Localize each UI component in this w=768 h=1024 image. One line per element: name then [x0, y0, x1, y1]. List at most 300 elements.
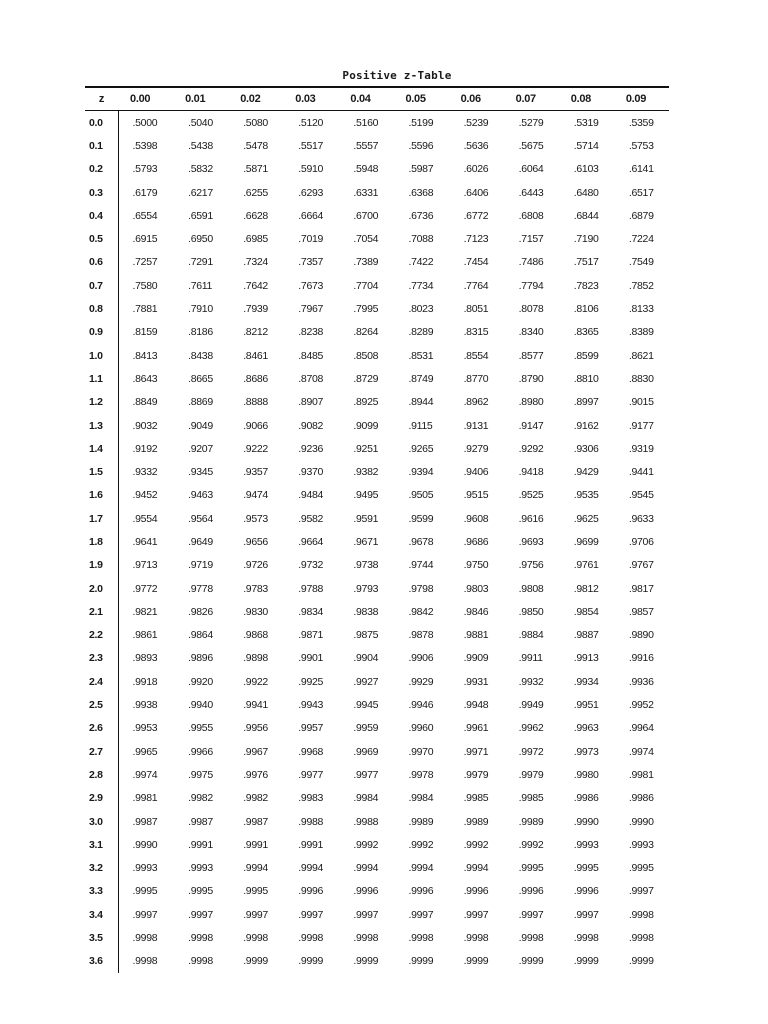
table-cell: .8186 — [188, 326, 213, 339]
table-cell: .6331 — [353, 186, 379, 199]
table-cell: .9772 — [132, 582, 158, 595]
table-cell: .9996 — [353, 885, 379, 898]
table-cell: .9049 — [188, 419, 213, 432]
table-cell: .9664 — [298, 535, 324, 548]
table-cell: .9925 — [298, 675, 324, 688]
row-z-label: 3.6 — [85, 950, 118, 973]
table-row — [85, 321, 669, 344]
table-cell: .9881 — [463, 629, 489, 642]
table-cell: .7823 — [573, 279, 599, 292]
table-cell: .9564 — [188, 512, 213, 525]
table-row — [85, 740, 669, 763]
table-cell: .9429 — [573, 466, 599, 479]
row-z-label: 1.5 — [85, 460, 118, 483]
table-cell: .6217 — [188, 186, 213, 199]
table-row — [85, 414, 669, 437]
table-cell: .7486 — [518, 256, 544, 269]
table-cell: .9995 — [132, 885, 158, 898]
table-cell: .9995 — [188, 885, 213, 898]
column-header-z: z — [98, 93, 105, 105]
table-cell: .9838 — [353, 605, 379, 618]
table-cell: .9997 — [298, 908, 324, 921]
table-cell: .6406 — [463, 186, 489, 199]
table-cell: .9997 — [463, 908, 489, 921]
table-cell: .7324 — [243, 256, 268, 269]
table-cell: .6554 — [132, 209, 158, 222]
table-cell: .9909 — [463, 652, 489, 665]
table-cell: .6844 — [573, 209, 599, 222]
table-cell: .9989 — [463, 815, 489, 828]
table-cell: .9345 — [188, 466, 213, 479]
row-z-label: 0.9 — [85, 321, 118, 344]
table-cell: .9988 — [353, 815, 379, 828]
table-cell: .5948 — [353, 163, 379, 176]
row-z-label: 0.5 — [85, 227, 118, 250]
table-cell: .7088 — [408, 233, 434, 246]
table-cell: .9997 — [573, 908, 599, 921]
table-row — [85, 810, 669, 833]
table-cell: .9279 — [463, 442, 489, 455]
table-cell: .9995 — [628, 862, 654, 875]
table-cell: .5517 — [298, 139, 324, 152]
row-z-label: 2.6 — [85, 717, 118, 740]
table-row — [85, 950, 669, 973]
table-cell: .7704 — [353, 279, 379, 292]
table-cell: .9991 — [298, 838, 324, 851]
table-cell: .9969 — [353, 745, 379, 758]
table-row — [85, 880, 669, 903]
table-cell: .8289 — [408, 326, 434, 339]
row-z-label: 3.4 — [85, 903, 118, 926]
table-cell: .9495 — [353, 489, 379, 502]
row-z-label: 1.8 — [85, 530, 118, 553]
table-row — [85, 251, 669, 274]
table-cell: .9671 — [353, 535, 379, 548]
table-cell: .9953 — [132, 722, 158, 735]
table-cell: .9984 — [353, 792, 379, 805]
table-cell: .9957 — [298, 722, 324, 735]
table-cell: .9976 — [243, 768, 268, 781]
table-cell: .9986 — [573, 792, 599, 805]
table-row — [85, 181, 669, 204]
column-header: 0.08 — [570, 93, 591, 105]
table-cell: .7123 — [463, 233, 489, 246]
table-row — [85, 367, 669, 390]
table-cell: .9985 — [518, 792, 544, 805]
table-cell: .9963 — [573, 722, 599, 735]
table-cell: .8315 — [463, 326, 489, 339]
table-cell: .9997 — [243, 908, 268, 921]
table-cell: .9981 — [628, 768, 654, 781]
table-cell: .6517 — [628, 186, 654, 199]
table-cell: .9834 — [298, 605, 324, 618]
table-cell: .9971 — [463, 745, 489, 758]
table-cell: .9975 — [188, 768, 213, 781]
table-cell: .6064 — [518, 163, 544, 176]
table-row — [85, 134, 669, 157]
table-cell: .8133 — [628, 303, 654, 316]
table-cell: .9641 — [132, 535, 158, 548]
table-cell: .9890 — [628, 629, 654, 642]
table-cell: .9998 — [243, 932, 268, 945]
table-cell: .5871 — [243, 163, 268, 176]
table-row — [85, 577, 669, 600]
table-cell: .9649 — [188, 535, 213, 548]
table-cell: .9952 — [628, 699, 654, 712]
table-cell: .9913 — [573, 652, 599, 665]
table-cell: .9821 — [132, 605, 158, 618]
table-cell: .9979 — [463, 768, 489, 781]
table-row — [85, 111, 669, 135]
table-cell: .9994 — [353, 862, 379, 875]
row-z-label: 0.0 — [85, 111, 118, 135]
table-cell: .8810 — [573, 372, 599, 385]
table-cell: .8485 — [298, 349, 324, 362]
table-cell: .9941 — [243, 699, 268, 712]
table-cell: .5636 — [463, 139, 489, 152]
table-cell: .7357 — [298, 256, 324, 269]
table-row — [85, 227, 669, 250]
table-cell: .9846 — [463, 605, 489, 618]
table-cell: .9995 — [243, 885, 268, 898]
table-cell: .6026 — [463, 163, 489, 176]
table-cell: .9992 — [518, 838, 544, 851]
table-cell: .9998 — [132, 955, 158, 968]
table-cell: .9929 — [408, 675, 434, 688]
table-cell: .9967 — [243, 745, 268, 758]
table-cell: .9996 — [573, 885, 599, 898]
table-cell: .9452 — [132, 489, 158, 502]
table-cell: .6664 — [298, 209, 324, 222]
table-cell: .9959 — [353, 722, 379, 735]
row-z-label: 2.9 — [85, 787, 118, 810]
table-cell: .9943 — [298, 699, 324, 712]
table-cell: .6179 — [132, 186, 158, 199]
table-cell: .7291 — [188, 256, 213, 269]
table-cell: .6915 — [132, 233, 158, 246]
table-cell: .9966 — [188, 745, 213, 758]
table-cell: .9222 — [243, 442, 268, 455]
table-cell: .9192 — [132, 442, 158, 455]
table-cell: .6879 — [628, 209, 654, 222]
table-cell: .9991 — [188, 838, 213, 851]
table-row — [85, 926, 669, 949]
table-cell: .9977 — [298, 768, 324, 781]
table-row — [85, 344, 669, 367]
row-z-label: 0.8 — [85, 297, 118, 320]
table-cell: .7157 — [518, 233, 544, 246]
table-cell: .5557 — [353, 139, 379, 152]
table-cell: .9236 — [298, 442, 324, 455]
table-cell: .8643 — [132, 372, 158, 385]
table-row — [85, 833, 669, 856]
z-table — [85, 86, 669, 973]
table-cell: .5279 — [518, 116, 544, 129]
table-cell: .5040 — [188, 116, 213, 129]
table-cell: .9525 — [518, 489, 544, 502]
column-header: 0.06 — [460, 93, 481, 105]
table-cell: .9997 — [518, 908, 544, 921]
table-cell: .9406 — [463, 466, 489, 479]
table-cell: .9901 — [298, 652, 324, 665]
table-cell: .9719 — [188, 559, 213, 572]
column-header: 0.04 — [350, 93, 371, 105]
table-cell: .7852 — [628, 279, 654, 292]
table-cell: .9418 — [518, 466, 544, 479]
table-cell: .8159 — [132, 326, 158, 339]
table-cell: .6368 — [408, 186, 434, 199]
table-cell: .7580 — [132, 279, 158, 292]
table-row — [85, 693, 669, 716]
table-cell: .9998 — [628, 908, 654, 921]
table-cell: .9515 — [463, 489, 489, 502]
row-z-label: 0.1 — [85, 134, 118, 157]
row-z-label: 0.7 — [85, 274, 118, 297]
row-z-label: 1.0 — [85, 344, 118, 367]
table-row — [85, 274, 669, 297]
table-cell: .9505 — [408, 489, 434, 502]
table-cell: .9732 — [298, 559, 324, 572]
row-z-label: 2.0 — [85, 577, 118, 600]
table-cell: .9998 — [463, 932, 489, 945]
table-cell: .9554 — [132, 512, 158, 525]
table-cell: .8577 — [518, 349, 544, 362]
table-cell: .8830 — [628, 372, 654, 385]
table-cell: .8770 — [463, 372, 489, 385]
row-z-label: 1.9 — [85, 554, 118, 577]
table-cell: .9916 — [628, 652, 654, 665]
table-cell: .9332 — [132, 466, 158, 479]
table-cell: .9961 — [463, 722, 489, 735]
table-cell: .9988 — [298, 815, 324, 828]
table-cell: .9996 — [463, 885, 489, 898]
table-cell: .9032 — [132, 419, 158, 432]
table-cell: .5160 — [353, 116, 379, 129]
table-cell: .9582 — [298, 512, 324, 525]
table-cell: .8554 — [463, 349, 489, 362]
row-z-label: 2.5 — [85, 693, 118, 716]
table-cell: .6480 — [573, 186, 599, 199]
table-cell: .9949 — [518, 699, 544, 712]
table-cell: .9162 — [573, 419, 599, 432]
table-cell: .8686 — [243, 372, 268, 385]
table-cell: .9918 — [132, 675, 158, 688]
table-cell: .9997 — [628, 885, 654, 898]
table-cell: .9998 — [298, 932, 324, 945]
table-cell: .9887 — [573, 629, 599, 642]
table-body — [85, 111, 669, 973]
table-cell: .9999 — [518, 955, 544, 968]
table-cell: .8888 — [243, 396, 268, 409]
table-cell: .7764 — [463, 279, 489, 292]
table-cell: .8665 — [188, 372, 213, 385]
table-row — [85, 204, 669, 227]
table-cell: .7549 — [628, 256, 654, 269]
table-cell: .9854 — [573, 605, 599, 618]
column-header: 0.01 — [185, 93, 206, 105]
table-cell: .9997 — [408, 908, 434, 921]
column-header: 0.03 — [295, 93, 316, 105]
table-row — [85, 624, 669, 647]
table-cell: .5000 — [132, 116, 158, 129]
row-z-label: 3.1 — [85, 833, 118, 856]
table-cell: .8106 — [573, 303, 599, 316]
table-cell: .9997 — [188, 908, 213, 921]
table-cell: .9370 — [298, 466, 324, 479]
table-cell: .9545 — [628, 489, 654, 502]
table-cell: .9306 — [573, 442, 599, 455]
table-cell: .9750 — [463, 559, 489, 572]
table-row — [85, 530, 669, 553]
table-cell: .9987 — [243, 815, 268, 828]
table-cell: .9996 — [298, 885, 324, 898]
row-z-label: 1.3 — [85, 414, 118, 437]
table-cell: .9981 — [132, 792, 158, 805]
table-cell: .6985 — [243, 233, 268, 246]
row-z-label: 3.3 — [85, 880, 118, 903]
table-cell: .9987 — [132, 815, 158, 828]
table-cell: .9987 — [188, 815, 213, 828]
table-cell: .8997 — [573, 396, 599, 409]
table-cell: .9382 — [353, 466, 379, 479]
table-cell: .9893 — [132, 652, 158, 665]
table-cell: .5120 — [298, 116, 324, 129]
table-cell: .9990 — [628, 815, 654, 828]
table-cell: .9875 — [353, 629, 379, 642]
table-cell: .9973 — [573, 745, 599, 758]
table-cell: .9955 — [188, 722, 213, 735]
table-cell: .9986 — [628, 792, 654, 805]
table-row — [85, 600, 669, 623]
table-cell: .9616 — [518, 512, 544, 525]
table-cell: .9706 — [628, 535, 654, 548]
table-cell: .5398 — [132, 139, 158, 152]
table-cell: .8389 — [628, 326, 654, 339]
table-cell: .7517 — [573, 256, 599, 269]
table-cell: .7257 — [132, 256, 158, 269]
table-cell: .9982 — [243, 792, 268, 805]
table-row — [85, 484, 669, 507]
table-cell: .5987 — [408, 163, 434, 176]
table-cell: .9251 — [353, 442, 379, 455]
table-cell: .7995 — [353, 303, 379, 316]
table-cell: .9767 — [628, 559, 654, 572]
table-row — [85, 717, 669, 740]
table-cell: .9744 — [408, 559, 434, 572]
table-cell: .9999 — [628, 955, 654, 968]
table-cell: .9082 — [298, 419, 324, 432]
table-cell: .5239 — [463, 116, 489, 129]
table-cell: .9394 — [408, 466, 434, 479]
table-cell: .5596 — [408, 139, 434, 152]
table-cell: .9965 — [132, 745, 158, 758]
row-z-label: 1.1 — [85, 367, 118, 390]
table-cell: .9993 — [132, 862, 158, 875]
row-z-label: 3.2 — [85, 857, 118, 880]
table-cell: .9960 — [408, 722, 434, 735]
table-cell: .8962 — [463, 396, 489, 409]
table-cell: .8925 — [353, 396, 379, 409]
table-row — [85, 670, 669, 693]
table-cell: .7422 — [408, 256, 434, 269]
table-cell: .9803 — [463, 582, 489, 595]
table-cell: .5199 — [408, 116, 434, 129]
table-cell: .7054 — [353, 233, 379, 246]
table-cell: .9871 — [298, 629, 324, 642]
table-cell: .9999 — [243, 955, 268, 968]
row-z-label: 0.6 — [85, 251, 118, 274]
table-row — [85, 763, 669, 786]
table-cell: .9826 — [188, 605, 213, 618]
table-cell: .9998 — [573, 932, 599, 945]
table-cell: .8508 — [353, 349, 379, 362]
table-cell: .9980 — [573, 768, 599, 781]
table-cell: .9998 — [188, 955, 213, 968]
table-row — [85, 297, 669, 320]
table-cell: .8264 — [353, 326, 379, 339]
table-cell: .9991 — [243, 838, 268, 851]
table-cell: .9756 — [518, 559, 544, 572]
table-cell: .7673 — [298, 279, 324, 292]
table-cell: .9978 — [408, 768, 434, 781]
table-cell: .9131 — [463, 419, 489, 432]
table-row — [85, 507, 669, 530]
row-z-label: 2.2 — [85, 624, 118, 647]
row-z-label: 1.2 — [85, 391, 118, 414]
table-cell: .9998 — [628, 932, 654, 945]
table-cell: .9992 — [408, 838, 434, 851]
table-cell: .9974 — [132, 768, 158, 781]
table-cell: .9951 — [573, 699, 599, 712]
row-z-label: 3.5 — [85, 926, 118, 949]
table-cell: .9783 — [243, 582, 268, 595]
table-cell: .9994 — [243, 862, 268, 875]
table-cell: .9738 — [353, 559, 379, 572]
table-cell: .8023 — [408, 303, 434, 316]
table-cell: .6293 — [298, 186, 324, 199]
table-cell: .9761 — [573, 559, 599, 572]
table-cell: .9319 — [628, 442, 654, 455]
table-cell: .9964 — [628, 722, 654, 735]
table-cell: .9625 — [573, 512, 599, 525]
table-cell: .8980 — [518, 396, 544, 409]
table-cell: .5910 — [298, 163, 324, 176]
table-cell: .8051 — [463, 303, 489, 316]
table-cell: .9830 — [243, 605, 268, 618]
row-z-label: 2.4 — [85, 670, 118, 693]
table-cell: .9990 — [132, 838, 158, 851]
table-cell: .9463 — [188, 489, 213, 502]
table-cell: .7642 — [243, 279, 268, 292]
table-cell: .9989 — [518, 815, 544, 828]
table-cell: .8212 — [243, 326, 268, 339]
table-cell: .9591 — [353, 512, 379, 525]
row-z-label: 0.4 — [85, 204, 118, 227]
table-cell: .9994 — [463, 862, 489, 875]
table-cell: .9896 — [188, 652, 213, 665]
table-row — [85, 903, 669, 926]
table-row — [85, 437, 669, 460]
table-cell: .9995 — [573, 862, 599, 875]
table-cell: .9678 — [408, 535, 434, 548]
table-cell: .9474 — [243, 489, 268, 502]
table-cell: .9993 — [573, 838, 599, 851]
table-cell: .9857 — [628, 605, 654, 618]
table-cell: .8749 — [408, 372, 434, 385]
table-cell: .8413 — [132, 349, 158, 362]
table-cell: .8790 — [518, 372, 544, 385]
row-z-label: 1.4 — [85, 437, 118, 460]
